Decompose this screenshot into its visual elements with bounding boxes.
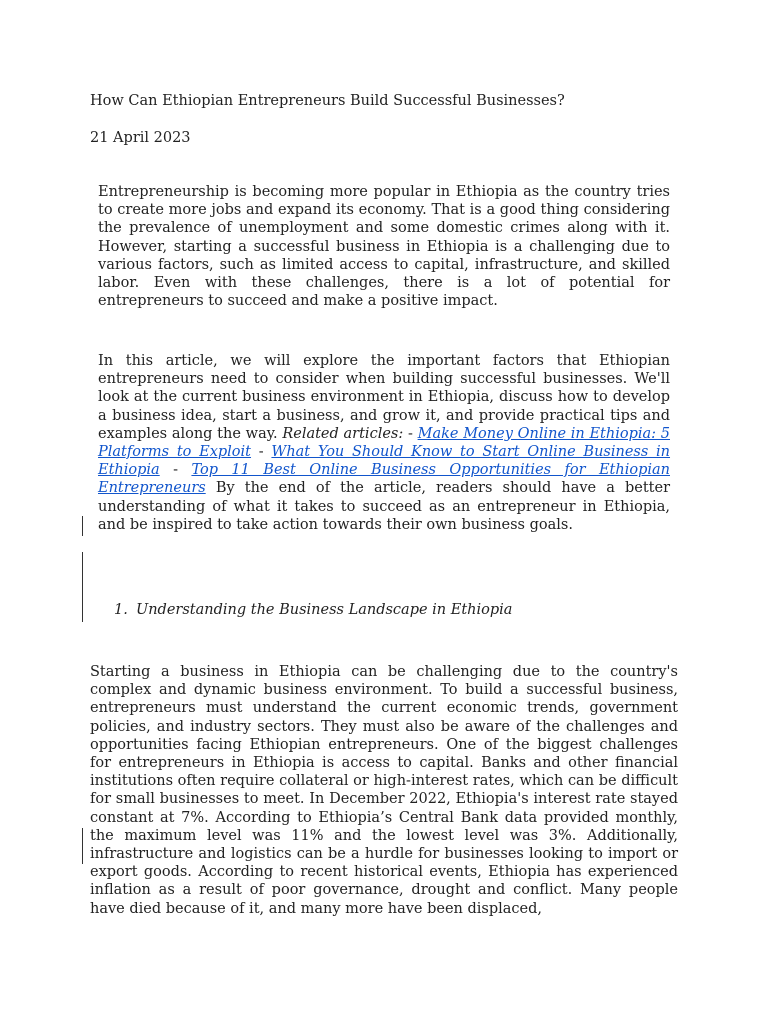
change-bar-marker [82,828,83,864]
related-link-start-online-business[interactable]: What You Should Know to Start Online Business in Ethiopia [98,444,671,479]
section-1-body: Starting a business in Ethiopia can be challenging due to the country's complex and dynamic business environment. To build a successful business, entrepreneurs must understand the current economic trends, government policies, and industry sectors. They must also be aware of the challenges and opportunities facing Ethiopian entrepreneurs. One of the biggest challenges for entrepreneurs in Ethiopia is access to capital. Banks and other financial institutions often require collateral or high-interest rates, which can be difficult for small businesses to meet. In December 2022, Ethiopia's interest rate stayed constant at 7%. According to Ethiopia’s Central Bank data provided monthly, the maximum level was 11% and the lowest level was 3%. Additionally, infrastructure and logistics can be a hurdle for businesses looking to import or export goods. According to recent historical events, Ethiopia has experienced inflation as a result of poor governance, drought and conflict. Many people have died because of it, and many more have been displaced, [90,664,678,917]
article-date: 21 April 2023 [90,130,191,146]
change-bar-marker [82,552,83,622]
change-bar-marker [82,516,83,536]
related-link-make-money-online[interactable]: Make Money Online in Ethiopia: 5 Platforms to Exploit [98,425,670,461]
overview-lead-text: In this article, we will explore the important factors that Ethiopian entrepreneurs need to consider when building successful businesses. We'll look at the current business environment in Ethiopia, discuss how to develop a business idea, start a business, and grow it, and provide practical tips and examples along the way. [98,353,670,442]
link-separator: - [258,444,264,461]
section-number: 1. [114,602,128,618]
overview-closing-text: By the end of the article, readers should have a better understanding of what it takes to succeed as an entrepreneur in Ethiopia, and be inspired to take action towards their own business goals. [98,480,671,533]
related-link-online-business-opportunities[interactable]: Top 11 Best Online Business Opportunities for Ethiopian Entrepreneurs [98,462,670,497]
overview-paragraph [98,352,670,534]
link-separator: - [407,425,413,442]
article-title: How Can Ethiopian Entrepreneurs Build Successful Businesses? [90,93,565,109]
related-articles-label: Related articles: [282,425,404,442]
intro-paragraph: Entrepreneurship is becoming more popular in Ethiopia as the country tries to create more jobs and expand its economy. That is a good thing considering the prevalence of unemployment and some domestic crimes along with it. However, starting a successful business in Ethiopia is a challenging due to various factors, such as limited access to capital, infrastructure, and skilled labor. Even with these challenges, there is a lot of potential for entrepreneurs to succeed and make a positive impact. [98,184,670,310]
link-separator: - [173,462,179,479]
section-heading-text: Understanding the Business Landscape in Ethiopia [136,602,513,618]
section-1-heading [114,602,512,618]
